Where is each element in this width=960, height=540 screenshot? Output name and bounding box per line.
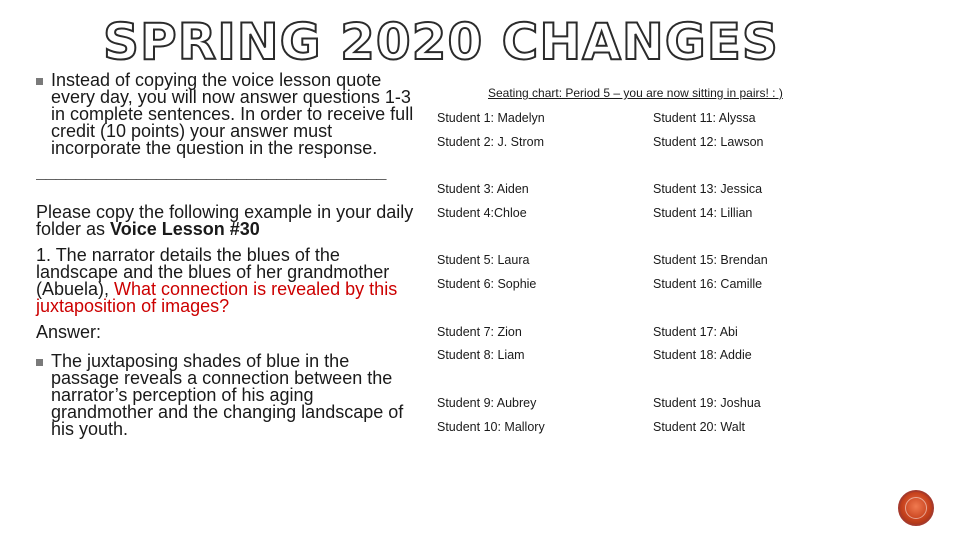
seat-2: Student 2: J. Strom [437,135,544,149]
divider-line: ___________________________________ [36,163,387,180]
answer-bullet [36,353,416,438]
instruction-bullet [36,72,416,157]
question-prefix: 1. The narrator details the blues of the landscape and the blues of her grandmother (Abuela), [36,245,390,299]
seat-20: Student 20: Walt [653,420,745,434]
seat-12: Student 12: Lawson [653,135,764,149]
seat-14: Student 14: Lillian [653,206,753,220]
seat-8: Student 8: Liam [437,348,525,362]
emblem-logo-icon [898,490,934,526]
question-highlight: What connection is revealed by this juxtaposition of images? [36,279,398,316]
bullet-square-icon [36,78,43,85]
seat-19: Student 19: Joshua [653,396,761,410]
copy-instruction [36,204,416,238]
seating-chart-heading: Seating chart: Period 5 – you are now sitting in pairs! : ) [488,86,783,100]
seat-3: Student 3: Aiden [437,182,529,196]
bullet-square-icon [36,359,43,366]
seat-11: Student 11: Alyssa [653,111,756,125]
seat-13: Student 13: Jessica [653,182,763,196]
answer-label: Answer: [36,322,102,342]
voice-lesson-label: Voice Lesson #30 [110,219,260,239]
seat-4: Student 4:Chloe [437,206,527,220]
seat-6: Student 6: Sophie [437,277,537,291]
seat-9: Student 9: Aubrey [437,396,537,410]
instructions-panel [36,72,416,438]
seat-16: Student 16: Camille [653,277,763,291]
seat-18: Student 18: Addie [653,348,752,362]
answer-text: The juxtaposing shades of blue in the passage reveals a connection between the narrator’s perception of his aging grandmother and the changing landscape of his youth. [51,351,404,439]
instruction-text: Instead of copying the voice lesson quote every day, you will now answer questions 1-3 in complete sentences. In order to receive full credit (10 points) your answer must incorporate the question in the response. [51,70,414,158]
seat-15: Student 15: Brendan [653,253,768,267]
page-title: SPRING 2020 CHANGES [103,13,779,71]
seat-1: Student 1: Madelyn [437,111,545,125]
copy-instruction-text: Please copy the following example in your daily folder as [36,202,414,239]
seat-10: Student 10: Mallory [437,420,545,434]
emblem-inner-ring [905,497,927,519]
question-text [36,247,416,315]
seat-7: Student 7: Zion [437,325,522,339]
seat-17: Student 17: Abi [653,325,738,339]
seat-5: Student 5: Laura [437,253,530,267]
